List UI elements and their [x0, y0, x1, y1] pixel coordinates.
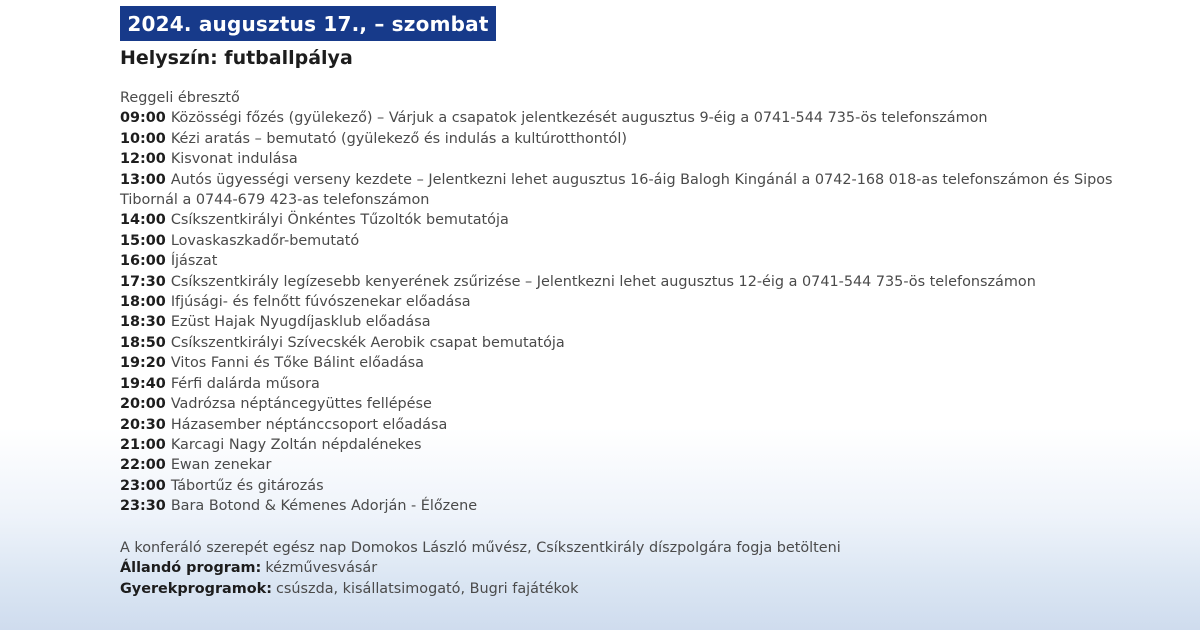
schedule-time: 22:00 [120, 457, 166, 474]
schedule-item [120, 353, 1120, 373]
schedule-time: 23:30 [120, 498, 166, 515]
permanent-program-value: kézművesvásár [265, 560, 378, 577]
schedule-description: Csíkszentkirályi Szívecskék Aerobik csapat bemutatója [170, 334, 565, 351]
schedule-description: Csíkszentkirály legízesebb kenyerének zsűrizése – Jelentkezni lehet augusztus 12-éig a 0741-544 735-ös telefonszámon [170, 273, 1036, 290]
schedule-description: Íjászat [170, 253, 218, 270]
schedule-item [120, 312, 1120, 332]
schedule-time: 21:00 [120, 436, 166, 453]
schedule-item [120, 435, 1120, 455]
schedule-time: 18:30 [120, 314, 166, 331]
schedule-time: 15:00 [120, 232, 166, 249]
schedule-item [120, 292, 1120, 312]
schedule-item [120, 415, 1120, 435]
schedule-description: Csíkszentkirályi Önkéntes Tűzoltók bemutatója [170, 212, 509, 229]
schedule-item [120, 374, 1120, 394]
schedule-list [120, 88, 1120, 517]
schedule-item [120, 210, 1120, 230]
schedule-item [120, 170, 1120, 211]
schedule-description: Tábortűz és gitározás [170, 477, 324, 494]
schedule-time: 14:00 [120, 212, 166, 229]
schedule-item [120, 108, 1120, 128]
schedule-item [120, 394, 1120, 414]
schedule-description: Férfi dalárda műsora [170, 375, 320, 392]
schedule-description: Kisvonat indulása [170, 151, 298, 168]
schedule-item [120, 272, 1120, 292]
schedule-time: 18:00 [120, 294, 166, 311]
kids-program [120, 579, 1120, 599]
schedule-item [120, 455, 1120, 475]
schedule-description: Házasember néptánccsoport előadása [170, 416, 448, 433]
schedule-intro: Reggeli ébresztő [120, 90, 240, 106]
schedule-time: 20:00 [120, 396, 166, 413]
schedule-time: 17:30 [120, 273, 166, 290]
schedule-time: 19:40 [120, 375, 166, 392]
schedule-item [120, 496, 1120, 516]
schedule-time: 10:00 [120, 130, 166, 147]
schedule-time: 09:00 [120, 110, 166, 127]
schedule-description: Ifjúsági- és felnőtt fúvószenekar előadása [170, 294, 471, 311]
schedule-item [120, 251, 1120, 271]
footer-notes [120, 538, 1120, 599]
kids-program-label: Gyerekprogramok: [120, 580, 272, 597]
schedule-description: Vadrózsa néptáncegyüttes fellépése [170, 396, 432, 413]
date-banner: 2024. augusztus 17., – szombat [120, 6, 496, 41]
schedule-time: 20:30 [120, 416, 166, 433]
schedule-description: Lovaskaszkadőr-bemutató [170, 232, 360, 249]
schedule-description: Karcagi Nagy Zoltán népdalénekes [170, 436, 422, 453]
schedule-time: 18:50 [120, 334, 166, 351]
schedule-description: Autós ügyességi verseny kezdete – Jelentkezni lehet augusztus 16-áig Balogh Kingánál a 0742-168 018-as telefonszámon és Sipos Tibornál a 0744-679 423-as telefonszámon [120, 171, 1113, 209]
host-note: A konferáló szerepét egész nap Domokos László művész, Csíkszentkirály díszpolgára fogja betölteni [120, 540, 841, 556]
schedule-time: 12:00 [120, 151, 166, 168]
schedule-description: Ewan zenekar [170, 457, 272, 474]
permanent-program [120, 558, 1120, 578]
schedule-time: 23:00 [120, 477, 166, 494]
schedule-description: Ezüst Hajak Nyugdíjasklub előadása [170, 314, 431, 331]
schedule-description: Bara Botond & Kémenes Adorján - Élőzene [170, 498, 478, 515]
schedule-description: Vitos Fanni és Tőke Bálint előadása [170, 355, 424, 372]
schedule-item [120, 231, 1120, 251]
schedule-time: 13:00 [120, 171, 166, 188]
venue-heading: Helyszín: futballpálya [120, 47, 353, 69]
schedule-item [120, 476, 1120, 496]
schedule-description: Közösségi főzés (gyülekező) – Várjuk a csapatok jelentkezését augusztus 9-éig a 0741-544 735-ös telefonszámon [170, 110, 988, 127]
permanent-program-label: Állandó program: [120, 560, 262, 577]
schedule-time: 16:00 [120, 253, 166, 270]
schedule-item [120, 333, 1120, 353]
schedule-time: 19:20 [120, 355, 166, 372]
schedule-description: Kézi aratás – bemutató (gyülekező és indulás a kultúrotthontól) [170, 130, 627, 147]
schedule-item [120, 149, 1120, 169]
kids-program-value: csúszda, kisállatsimogató, Bugri fajátékok [275, 580, 579, 597]
schedule-item [120, 129, 1120, 149]
